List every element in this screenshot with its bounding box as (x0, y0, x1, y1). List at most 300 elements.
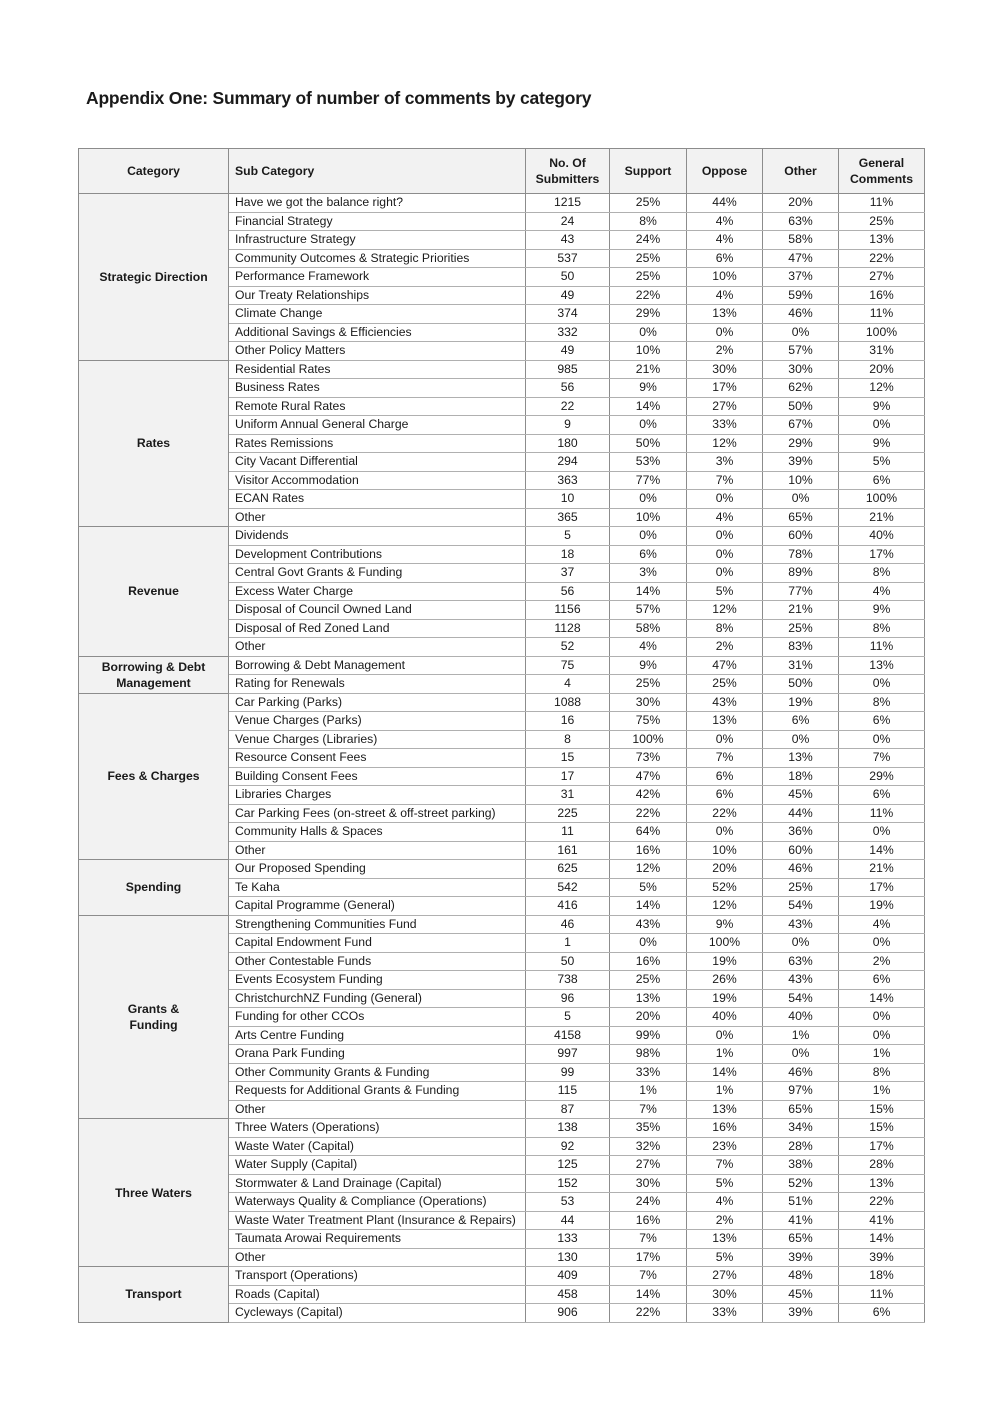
oppose-cell: 16% (687, 1119, 763, 1138)
other-cell: 63% (763, 952, 839, 971)
oppose-cell: 1% (687, 1082, 763, 1101)
sub-category-cell: Our Proposed Spending (229, 860, 526, 879)
sub-category-cell: Funding for other CCOs (229, 1008, 526, 1027)
support-cell: 10% (610, 508, 687, 527)
submitters-cell: 625 (526, 860, 610, 879)
oppose-cell: 4% (687, 508, 763, 527)
support-cell: 57% (610, 601, 687, 620)
other-cell: 89% (763, 564, 839, 583)
other-cell: 18% (763, 767, 839, 786)
oppose-cell: 4% (687, 231, 763, 250)
other-cell: 65% (763, 508, 839, 527)
other-cell: 51% (763, 1193, 839, 1212)
sub-category-cell: Water Supply (Capital) (229, 1156, 526, 1175)
sub-category-cell: Strengthening Communities Fund (229, 915, 526, 934)
sub-category-cell: Car Parking (Parks) (229, 693, 526, 712)
oppose-cell: 7% (687, 1156, 763, 1175)
general-comments-cell: 6% (839, 712, 925, 731)
support-cell: 42% (610, 786, 687, 805)
oppose-cell: 0% (687, 545, 763, 564)
general-comments-cell: 20% (839, 360, 925, 379)
submitters-cell: 161 (526, 841, 610, 860)
general-comments-cell: 15% (839, 1100, 925, 1119)
sub-category-cell: Cycleways (Capital) (229, 1304, 526, 1323)
submitters-cell: 542 (526, 878, 610, 897)
oppose-cell: 10% (687, 268, 763, 287)
other-cell: 59% (763, 286, 839, 305)
support-cell: 13% (610, 989, 687, 1008)
oppose-cell: 2% (687, 342, 763, 361)
support-cell: 22% (610, 804, 687, 823)
general-comments-cell: 11% (839, 804, 925, 823)
support-cell: 25% (610, 971, 687, 990)
general-comments-cell: 22% (839, 1193, 925, 1212)
sub-category-cell: ChristchurchNZ Funding (General) (229, 989, 526, 1008)
general-comments-cell: 14% (839, 989, 925, 1008)
sub-category-cell: Disposal of Red Zoned Land (229, 619, 526, 638)
oppose-cell: 19% (687, 989, 763, 1008)
other-cell: 97% (763, 1082, 839, 1101)
other-cell: 45% (763, 1285, 839, 1304)
oppose-cell: 4% (687, 212, 763, 231)
oppose-cell: 22% (687, 804, 763, 823)
other-cell: 39% (763, 453, 839, 472)
table-row (79, 527, 925, 546)
sub-category-cell: Other Contestable Funds (229, 952, 526, 971)
submitters-cell: 738 (526, 971, 610, 990)
submitters-cell: 115 (526, 1082, 610, 1101)
oppose-cell: 6% (687, 786, 763, 805)
general-comments-cell: 0% (839, 1008, 925, 1027)
general-comments-cell: 1% (839, 1045, 925, 1064)
oppose-cell: 13% (687, 1100, 763, 1119)
general-comments-cell: 17% (839, 545, 925, 564)
header-sub-category: Sub Category (229, 149, 526, 194)
sub-category-cell: City Vacant Differential (229, 453, 526, 472)
submitters-cell: 50 (526, 268, 610, 287)
general-comments-cell: 100% (839, 490, 925, 509)
oppose-cell: 0% (687, 527, 763, 546)
support-cell: 16% (610, 841, 687, 860)
support-cell: 22% (610, 1304, 687, 1323)
support-cell: 12% (610, 860, 687, 879)
sub-category-cell: Requests for Additional Grants & Funding (229, 1082, 526, 1101)
other-cell: 0% (763, 490, 839, 509)
category-label: Transport (125, 1287, 182, 1302)
table-row (79, 915, 925, 934)
support-cell: 33% (610, 1063, 687, 1082)
sub-category-cell: Residential Rates (229, 360, 526, 379)
support-cell: 20% (610, 1008, 687, 1027)
support-cell: 7% (610, 1267, 687, 1286)
sub-category-cell: Events Ecosystem Funding (229, 971, 526, 990)
header-oppose: Oppose (687, 149, 763, 194)
oppose-cell: 13% (687, 305, 763, 324)
category-label: Revenue (128, 584, 179, 599)
support-cell: 58% (610, 619, 687, 638)
submitters-cell: 4158 (526, 1026, 610, 1045)
general-comments-cell: 11% (839, 305, 925, 324)
submitters-cell: 10 (526, 490, 610, 509)
other-cell: 21% (763, 601, 839, 620)
oppose-cell: 14% (687, 1063, 763, 1082)
other-cell: 50% (763, 397, 839, 416)
header-submitters: No. Of Submitters (526, 149, 610, 194)
general-comments-cell: 100% (839, 323, 925, 342)
category-cell (79, 1119, 229, 1267)
submitters-cell: 138 (526, 1119, 610, 1138)
sub-category-cell: Climate Change (229, 305, 526, 324)
sub-category-cell: Development Contributions (229, 545, 526, 564)
support-cell: 0% (610, 527, 687, 546)
sub-category-cell: Capital Programme (General) (229, 897, 526, 916)
table-row (79, 1267, 925, 1286)
support-cell: 35% (610, 1119, 687, 1138)
general-comments-cell: 13% (839, 231, 925, 250)
support-cell: 24% (610, 231, 687, 250)
other-cell: 36% (763, 823, 839, 842)
other-cell: 65% (763, 1100, 839, 1119)
other-cell: 63% (763, 212, 839, 231)
submitters-cell: 18 (526, 545, 610, 564)
submitters-cell: 225 (526, 804, 610, 823)
table-row (79, 693, 925, 712)
other-cell: 39% (763, 1304, 839, 1323)
oppose-cell: 3% (687, 453, 763, 472)
sub-category-cell: Waste Water (Capital) (229, 1137, 526, 1156)
general-comments-cell: 25% (839, 212, 925, 231)
submitters-cell: 46 (526, 915, 610, 934)
submitters-cell: 997 (526, 1045, 610, 1064)
general-comments-cell: 6% (839, 1304, 925, 1323)
sub-category-cell: Have we got the balance right? (229, 194, 526, 213)
submitters-cell: 985 (526, 360, 610, 379)
sub-category-cell: Transport (Operations) (229, 1267, 526, 1286)
submitters-cell: 11 (526, 823, 610, 842)
oppose-cell: 13% (687, 1230, 763, 1249)
sub-category-cell: Remote Rural Rates (229, 397, 526, 416)
other-cell: 31% (763, 656, 839, 675)
support-cell: 30% (610, 1174, 687, 1193)
submitters-cell: 44 (526, 1211, 610, 1230)
submitters-cell: 152 (526, 1174, 610, 1193)
oppose-cell: 33% (687, 416, 763, 435)
support-cell: 8% (610, 212, 687, 231)
table-row (79, 656, 925, 675)
sub-category-cell: Arts Centre Funding (229, 1026, 526, 1045)
other-cell: 43% (763, 971, 839, 990)
other-cell: 47% (763, 249, 839, 268)
support-cell: 100% (610, 730, 687, 749)
other-cell: 60% (763, 527, 839, 546)
comments-summary-table (78, 148, 925, 1323)
general-comments-cell: 31% (839, 342, 925, 361)
sub-category-cell: Other (229, 841, 526, 860)
general-comments-cell: 8% (839, 619, 925, 638)
category-cell (79, 360, 229, 527)
submitters-cell: 99 (526, 1063, 610, 1082)
submitters-cell: 56 (526, 379, 610, 398)
submitters-cell: 37 (526, 564, 610, 583)
oppose-cell: 27% (687, 397, 763, 416)
oppose-cell: 47% (687, 656, 763, 675)
support-cell: 47% (610, 767, 687, 786)
submitters-cell: 8 (526, 730, 610, 749)
general-comments-cell: 16% (839, 286, 925, 305)
other-cell: 57% (763, 342, 839, 361)
oppose-cell: 20% (687, 860, 763, 879)
table-body (79, 194, 925, 1323)
general-comments-cell: 4% (839, 915, 925, 934)
sub-category-cell: Venue Charges (Parks) (229, 712, 526, 731)
header-support: Support (610, 149, 687, 194)
oppose-cell: 5% (687, 1248, 763, 1267)
general-comments-cell: 8% (839, 1063, 925, 1082)
category-label: Borrowing & Debt Management (101, 659, 206, 690)
submitters-cell: 409 (526, 1267, 610, 1286)
other-cell: 39% (763, 1248, 839, 1267)
support-cell: 22% (610, 286, 687, 305)
oppose-cell: 0% (687, 1026, 763, 1045)
support-cell: 53% (610, 453, 687, 472)
category-cell (79, 693, 229, 860)
submitters-cell: 31 (526, 786, 610, 805)
sub-category-cell: Three Waters (Operations) (229, 1119, 526, 1138)
support-cell: 43% (610, 915, 687, 934)
submitters-cell: 374 (526, 305, 610, 324)
general-comments-cell: 21% (839, 860, 925, 879)
oppose-cell: 43% (687, 693, 763, 712)
other-cell: 48% (763, 1267, 839, 1286)
other-cell: 38% (763, 1156, 839, 1175)
submitters-cell: 75 (526, 656, 610, 675)
sub-category-cell: ECAN Rates (229, 490, 526, 509)
general-comments-cell: 13% (839, 656, 925, 675)
oppose-cell: 0% (687, 490, 763, 509)
support-cell: 25% (610, 249, 687, 268)
oppose-cell: 0% (687, 564, 763, 583)
table-row (79, 860, 925, 879)
header-general-comments: General Comments (839, 149, 925, 194)
support-cell: 25% (610, 194, 687, 213)
header-category: Category (79, 149, 229, 194)
general-comments-cell: 11% (839, 194, 925, 213)
submitters-cell: 17 (526, 767, 610, 786)
oppose-cell: 100% (687, 934, 763, 953)
general-comments-cell: 9% (839, 434, 925, 453)
submitters-cell: 416 (526, 897, 610, 916)
oppose-cell: 44% (687, 194, 763, 213)
general-comments-cell: 21% (839, 508, 925, 527)
general-comments-cell: 0% (839, 823, 925, 842)
general-comments-cell: 9% (839, 601, 925, 620)
sub-category-cell: Stormwater & Land Drainage (Capital) (229, 1174, 526, 1193)
sub-category-cell: Community Halls & Spaces (229, 823, 526, 842)
general-comments-cell: 4% (839, 582, 925, 601)
general-comments-cell: 0% (839, 730, 925, 749)
submitters-cell: 906 (526, 1304, 610, 1323)
general-comments-cell: 22% (839, 249, 925, 268)
sub-category-cell: Other (229, 508, 526, 527)
other-cell: 50% (763, 675, 839, 694)
submitters-cell: 15 (526, 749, 610, 768)
oppose-cell: 17% (687, 379, 763, 398)
category-label: Rates (136, 436, 171, 451)
sub-category-cell: Borrowing & Debt Management (229, 656, 526, 675)
category-label: Spending (125, 880, 182, 895)
oppose-cell: 6% (687, 767, 763, 786)
oppose-cell: 4% (687, 286, 763, 305)
general-comments-cell: 12% (839, 379, 925, 398)
support-cell: 77% (610, 471, 687, 490)
support-cell: 50% (610, 434, 687, 453)
support-cell: 32% (610, 1137, 687, 1156)
oppose-cell: 4% (687, 1193, 763, 1212)
sub-category-cell: Building Consent Fees (229, 767, 526, 786)
oppose-cell: 27% (687, 1267, 763, 1286)
submitters-cell: 52 (526, 638, 610, 657)
general-comments-cell: 1% (839, 1082, 925, 1101)
submitters-cell: 9 (526, 416, 610, 435)
general-comments-cell: 5% (839, 453, 925, 472)
general-comments-cell: 9% (839, 397, 925, 416)
oppose-cell: 8% (687, 619, 763, 638)
oppose-cell: 12% (687, 897, 763, 916)
oppose-cell: 25% (687, 675, 763, 694)
table-row (79, 194, 925, 213)
general-comments-cell: 19% (839, 897, 925, 916)
submitters-cell: 50 (526, 952, 610, 971)
general-comments-cell: 27% (839, 268, 925, 287)
support-cell: 30% (610, 693, 687, 712)
sub-category-cell: Other (229, 1100, 526, 1119)
submitters-cell: 22 (526, 397, 610, 416)
general-comments-cell: 7% (839, 749, 925, 768)
oppose-cell: 9% (687, 915, 763, 934)
sub-category-cell: Our Treaty Relationships (229, 286, 526, 305)
table-row (79, 1119, 925, 1138)
other-cell: 45% (763, 786, 839, 805)
oppose-cell: 2% (687, 1211, 763, 1230)
support-cell: 25% (610, 268, 687, 287)
sub-category-cell: Other Policy Matters (229, 342, 526, 361)
general-comments-cell: 39% (839, 1248, 925, 1267)
support-cell: 1% (610, 1082, 687, 1101)
support-cell: 99% (610, 1026, 687, 1045)
submitters-cell: 16 (526, 712, 610, 731)
other-cell: 65% (763, 1230, 839, 1249)
other-cell: 54% (763, 897, 839, 916)
other-cell: 10% (763, 471, 839, 490)
other-cell: 13% (763, 749, 839, 768)
table-row (79, 360, 925, 379)
category-cell (79, 194, 229, 361)
submitters-cell: 180 (526, 434, 610, 453)
category-label: Strategic Direction (99, 269, 208, 284)
sub-category-cell: Car Parking Fees (on-street & off-street parking) (229, 804, 526, 823)
general-comments-cell: 18% (839, 1267, 925, 1286)
sub-category-cell: Capital Endowment Fund (229, 934, 526, 953)
header-row (79, 149, 925, 194)
sub-category-cell: Dividends (229, 527, 526, 546)
other-cell: 40% (763, 1008, 839, 1027)
other-cell: 60% (763, 841, 839, 860)
general-comments-cell: 17% (839, 1137, 925, 1156)
sub-category-cell: Te Kaha (229, 878, 526, 897)
oppose-cell: 26% (687, 971, 763, 990)
support-cell: 29% (610, 305, 687, 324)
sub-category-cell: Business Rates (229, 379, 526, 398)
oppose-cell: 40% (687, 1008, 763, 1027)
oppose-cell: 6% (687, 249, 763, 268)
submitters-cell: 1088 (526, 693, 610, 712)
category-label: Grants & Funding (127, 1001, 180, 1032)
submitters-cell: 1128 (526, 619, 610, 638)
submitters-cell: 53 (526, 1193, 610, 1212)
category-label: Fees & Charges (107, 769, 200, 784)
sub-category-cell: Rating for Renewals (229, 675, 526, 694)
other-cell: 0% (763, 934, 839, 953)
general-comments-cell: 6% (839, 786, 925, 805)
sub-category-cell: Uniform Annual General Charge (229, 416, 526, 435)
category-cell (79, 915, 229, 1119)
support-cell: 75% (610, 712, 687, 731)
other-cell: 46% (763, 305, 839, 324)
other-cell: 46% (763, 860, 839, 879)
oppose-cell: 1% (687, 1045, 763, 1064)
sub-category-cell: Additional Savings & Efficiencies (229, 323, 526, 342)
support-cell: 5% (610, 878, 687, 897)
category-cell (79, 656, 229, 693)
general-comments-cell: 14% (839, 1230, 925, 1249)
category-label: Three Waters (115, 1185, 192, 1200)
header-other: Other (763, 149, 839, 194)
general-comments-cell: 17% (839, 878, 925, 897)
general-comments-cell: 8% (839, 693, 925, 712)
other-cell: 0% (763, 730, 839, 749)
sub-category-cell: Waste Water Treatment Plant (Insurance & Repairs) (229, 1211, 526, 1230)
other-cell: 0% (763, 323, 839, 342)
oppose-cell: 5% (687, 1174, 763, 1193)
submitters-cell: 92 (526, 1137, 610, 1156)
oppose-cell: 0% (687, 823, 763, 842)
support-cell: 0% (610, 416, 687, 435)
support-cell: 98% (610, 1045, 687, 1064)
submitters-cell: 5 (526, 1008, 610, 1027)
support-cell: 7% (610, 1230, 687, 1249)
category-cell (79, 1267, 229, 1323)
submitters-cell: 96 (526, 989, 610, 1008)
general-comments-cell: 0% (839, 416, 925, 435)
general-comments-cell: 28% (839, 1156, 925, 1175)
other-cell: 46% (763, 1063, 839, 1082)
submitters-cell: 5 (526, 527, 610, 546)
submitters-cell: 125 (526, 1156, 610, 1175)
other-cell: 43% (763, 915, 839, 934)
general-comments-cell: 6% (839, 471, 925, 490)
oppose-cell: 10% (687, 841, 763, 860)
other-cell: 44% (763, 804, 839, 823)
other-cell: 52% (763, 1174, 839, 1193)
support-cell: 6% (610, 545, 687, 564)
support-cell: 17% (610, 1248, 687, 1267)
general-comments-cell: 8% (839, 564, 925, 583)
other-cell: 67% (763, 416, 839, 435)
other-cell: 6% (763, 712, 839, 731)
oppose-cell: 7% (687, 471, 763, 490)
general-comments-cell: 6% (839, 971, 925, 990)
support-cell: 14% (610, 397, 687, 416)
